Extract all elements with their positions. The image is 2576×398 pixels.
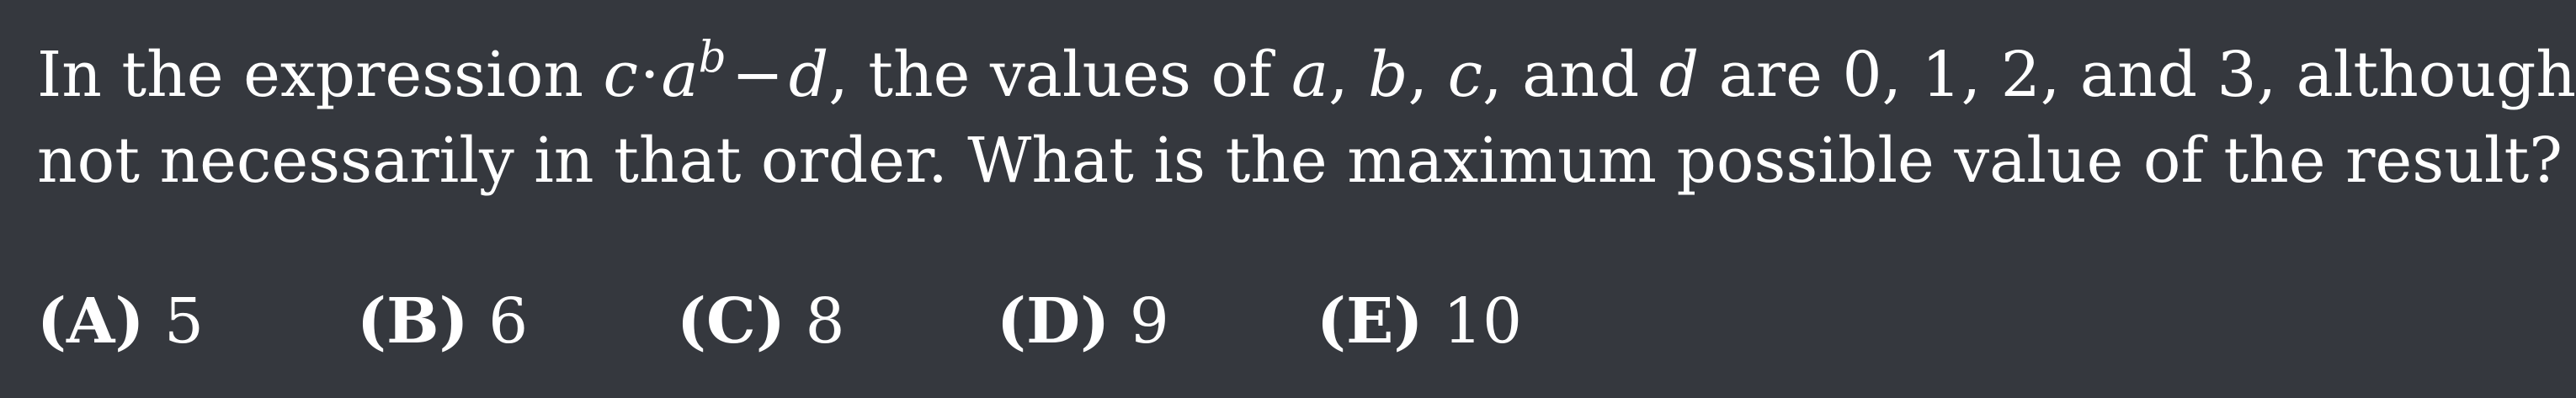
choice-d[interactable] xyxy=(997,279,1317,364)
choice-value: 8 xyxy=(805,285,845,358)
choice-letter: (C) xyxy=(677,285,785,358)
choice-letter: (A) xyxy=(37,285,145,358)
answer-choices xyxy=(37,279,1522,364)
minus-operator: − xyxy=(731,39,784,111)
list-var-c: c xyxy=(1447,39,1483,111)
tail-text: are 0, 1, 2, and 3, although xyxy=(1699,39,2576,111)
choice-value: 6 xyxy=(488,285,529,358)
choice-letter: (D) xyxy=(997,285,1110,358)
separator-1: , xyxy=(1328,39,1369,111)
separator-2: , xyxy=(1408,39,1448,111)
choice-value: 10 xyxy=(1442,285,1523,358)
list-var-b: b xyxy=(1368,39,1408,111)
exponent-b: b xyxy=(698,32,726,83)
choice-a[interactable] xyxy=(37,279,357,364)
var-a: a xyxy=(661,39,699,111)
choice-value: 9 xyxy=(1129,285,1169,358)
mid-text: , the values of xyxy=(828,39,1291,111)
list-var-d: d xyxy=(1658,39,1700,111)
choice-value: 5 xyxy=(163,285,205,358)
separator-3: , and xyxy=(1482,39,1659,111)
choice-c[interactable] xyxy=(677,279,997,364)
intro-text: In the expression xyxy=(37,39,604,111)
var-d: d xyxy=(788,39,829,111)
choice-letter: (E) xyxy=(1317,285,1424,358)
list-var-a: a xyxy=(1291,39,1329,111)
problem-line-1 xyxy=(37,32,2576,118)
problem-line-2: not necessarily in that order. What is the maximum possible value of the result? xyxy=(37,125,2563,197)
cdot-operator: · xyxy=(640,39,660,111)
choice-b[interactable] xyxy=(357,279,677,364)
problem-statement xyxy=(37,32,2576,204)
choice-letter: (B) xyxy=(357,285,469,358)
var-c: c xyxy=(603,39,638,111)
choice-e[interactable] xyxy=(1317,279,1522,364)
